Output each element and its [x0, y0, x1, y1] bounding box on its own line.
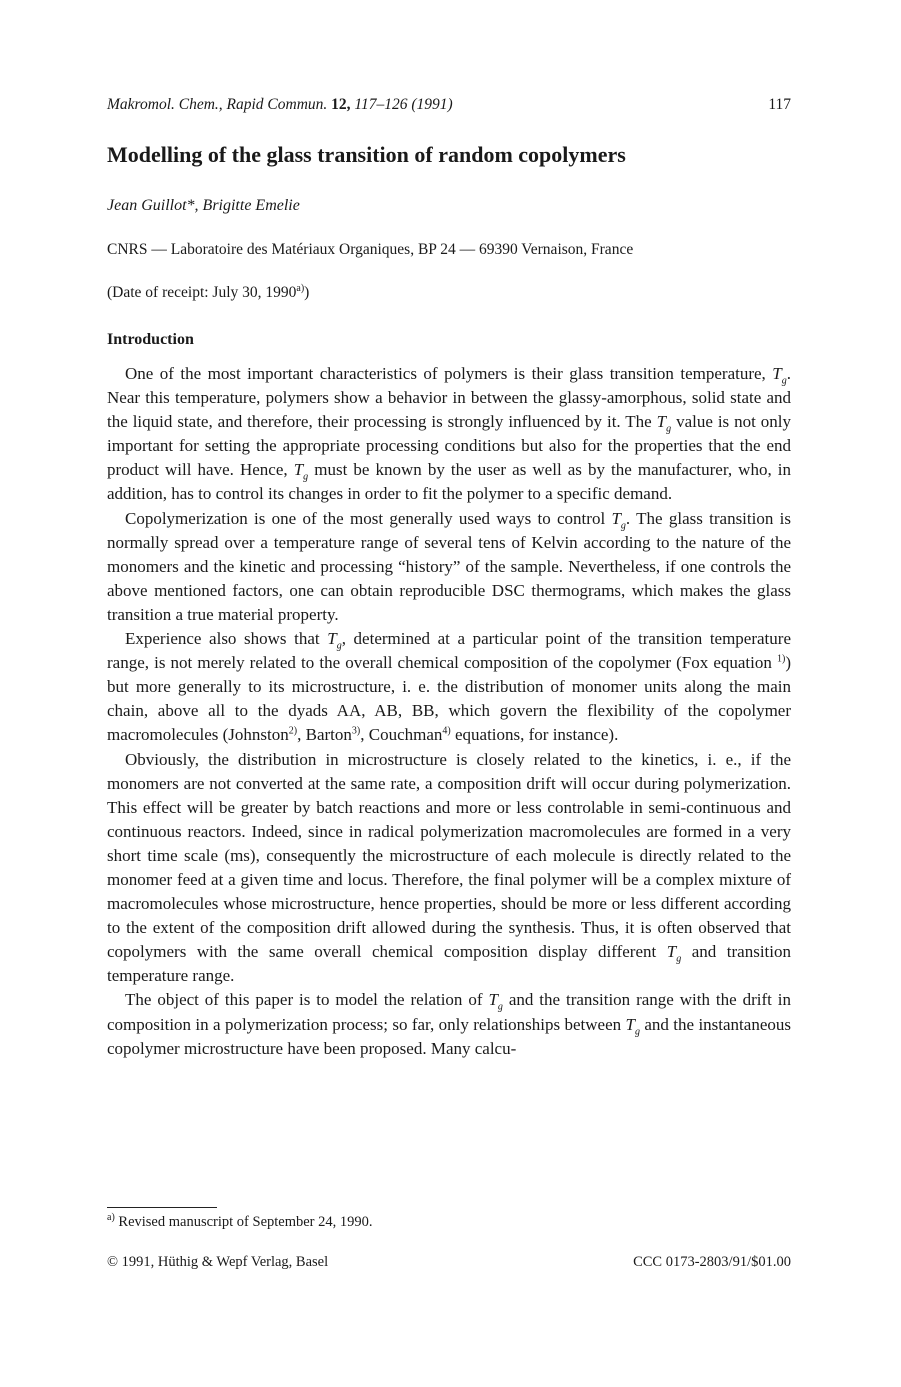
- tg-symbol: $T_g$: [293, 460, 309, 483]
- article-title: Modelling of the glass transition of random copolymers: [107, 142, 626, 167]
- section-heading: Introduction: [107, 331, 194, 348]
- paragraph-1: One of the most important characteristics of polymers is their glass transition temperature, $T_g$. Near this temperature, polymers show a behavior in between the glassy-amorphous, solid state and the liquid state, and therefore, their processing is strongly influenced by it. The $T_g$ value is not only important for setting the appropriate processing conditions but also for the properties that the end product will have. Hence, $T_g$ must be known by the user as well as by the manufacturer, who, in addition, has to control its changes in order to fit the polymer to a specific demand.: [107, 364, 791, 504]
- date-of-receipt: [107, 284, 309, 302]
- receipt-text: (Date of receipt: July 30, 1990: [107, 284, 297, 301]
- affiliation: CNRS — Laboratoire des Matériaux Organiques, BP 24 — 69390 Vernaison, France: [107, 241, 634, 258]
- reference-mark: 1): [776, 653, 786, 665]
- tg-symbol: $T_g$: [327, 629, 342, 652]
- reference-mark: 2): [288, 725, 298, 737]
- reference-mark: 4): [442, 725, 451, 737]
- tg-symbol: $T_g$: [611, 508, 626, 531]
- journal-volume: 12,: [331, 96, 351, 113]
- paragraph-5: The object of this paper is to model the relation of $T_g$ and the transition range with the drift in composition in a polymerization process; so far, only relationships between $T_g$ and the instantaneous copolymer microstructure have been proposed. Many calcu-: [107, 990, 791, 1058]
- tg-symbol: $T_g$: [488, 990, 503, 1013]
- reference-mark: 3): [351, 725, 361, 737]
- footnote-mark: a): [107, 1212, 115, 1224]
- tg-symbol: $T_g$: [666, 942, 682, 965]
- receipt-close: ): [304, 284, 310, 301]
- page-number: 117: [768, 96, 791, 113]
- journal-name: Makromol. Chem., Rapid Commun.: [107, 96, 328, 113]
- paragraph-4: Obviously, the distribution in microstructure is closely related to the kinetics, i. e., if the monomers are not converted at the same rate, a composition drift will occur during polymerization. This effect will be greater by batch reactions and more or less controlable in semi-continuous and continuous reactors. Indeed, since in radical polymerization macromolecules are formed in a very short time scale (ms), consequently the microstructure of each molecule is directly related to the monomer feed at a given time and locus. Therefore, the final polymer will be a complex mixture of macromolecules whose microstructure, hence properties, should be more or less different according to the extent of the composition drift allowed during the synthesis. Thus, it is often observed that copolymers with the same overall chemical composition display different $T_g$ and transition temperature range.: [107, 749, 791, 986]
- author-list: Jean Guillot*, Brigitte Emelie: [107, 197, 300, 214]
- paragraph-3: Experience also shows that $T_g$, determined at a particular point of the transition temperature range, is not merely related to the overall chemical composition of the copolymer (Fox equation $^{1)}$) but more generally to its microstructure, i. e. the distribution of monomer units along the main chain, above all to the dyads AA, AB, BB, which govern the flexibility of the copolymer macromolecules (Johnston$^{2)}$, Barton$^{3)}$, Couchman$^{4)}$ equations, for instance).: [107, 629, 791, 745]
- journal-pages: 117–126 (1991): [354, 96, 453, 113]
- article-body: [107, 362, 791, 1061]
- copyright-line: © 1991, Hüthig & Wepf Verlag, Basel: [107, 1254, 329, 1270]
- tg-symbol: $T_g$: [772, 364, 787, 387]
- footnote: [107, 1214, 373, 1231]
- tg-symbol: $T_g$: [625, 1014, 640, 1037]
- running-head: [107, 96, 791, 114]
- tg-symbol: $T_g$: [656, 412, 672, 435]
- paragraph-2: Copolymerization is one of the most generally used ways to control $T_g$. The glass transition is normally spread over a temperature range of several tens of Kelvin according to the nature of the monomers and the kinetic and processing “history” of the sample. Nevertheless, if one controls the above mentioned factors, one can obtain reproducible DSC thermograms, which makes the glass transition a true material property.: [107, 508, 791, 624]
- footnote-text: Revised manuscript of September 24, 1990.: [114, 1214, 373, 1230]
- ccc-code: CCC 0173-2803/91/$01.00: [633, 1254, 791, 1270]
- receipt-footnote-mark: a): [296, 282, 305, 294]
- page-footer: [107, 1254, 791, 1271]
- footnote-divider: [107, 1207, 217, 1208]
